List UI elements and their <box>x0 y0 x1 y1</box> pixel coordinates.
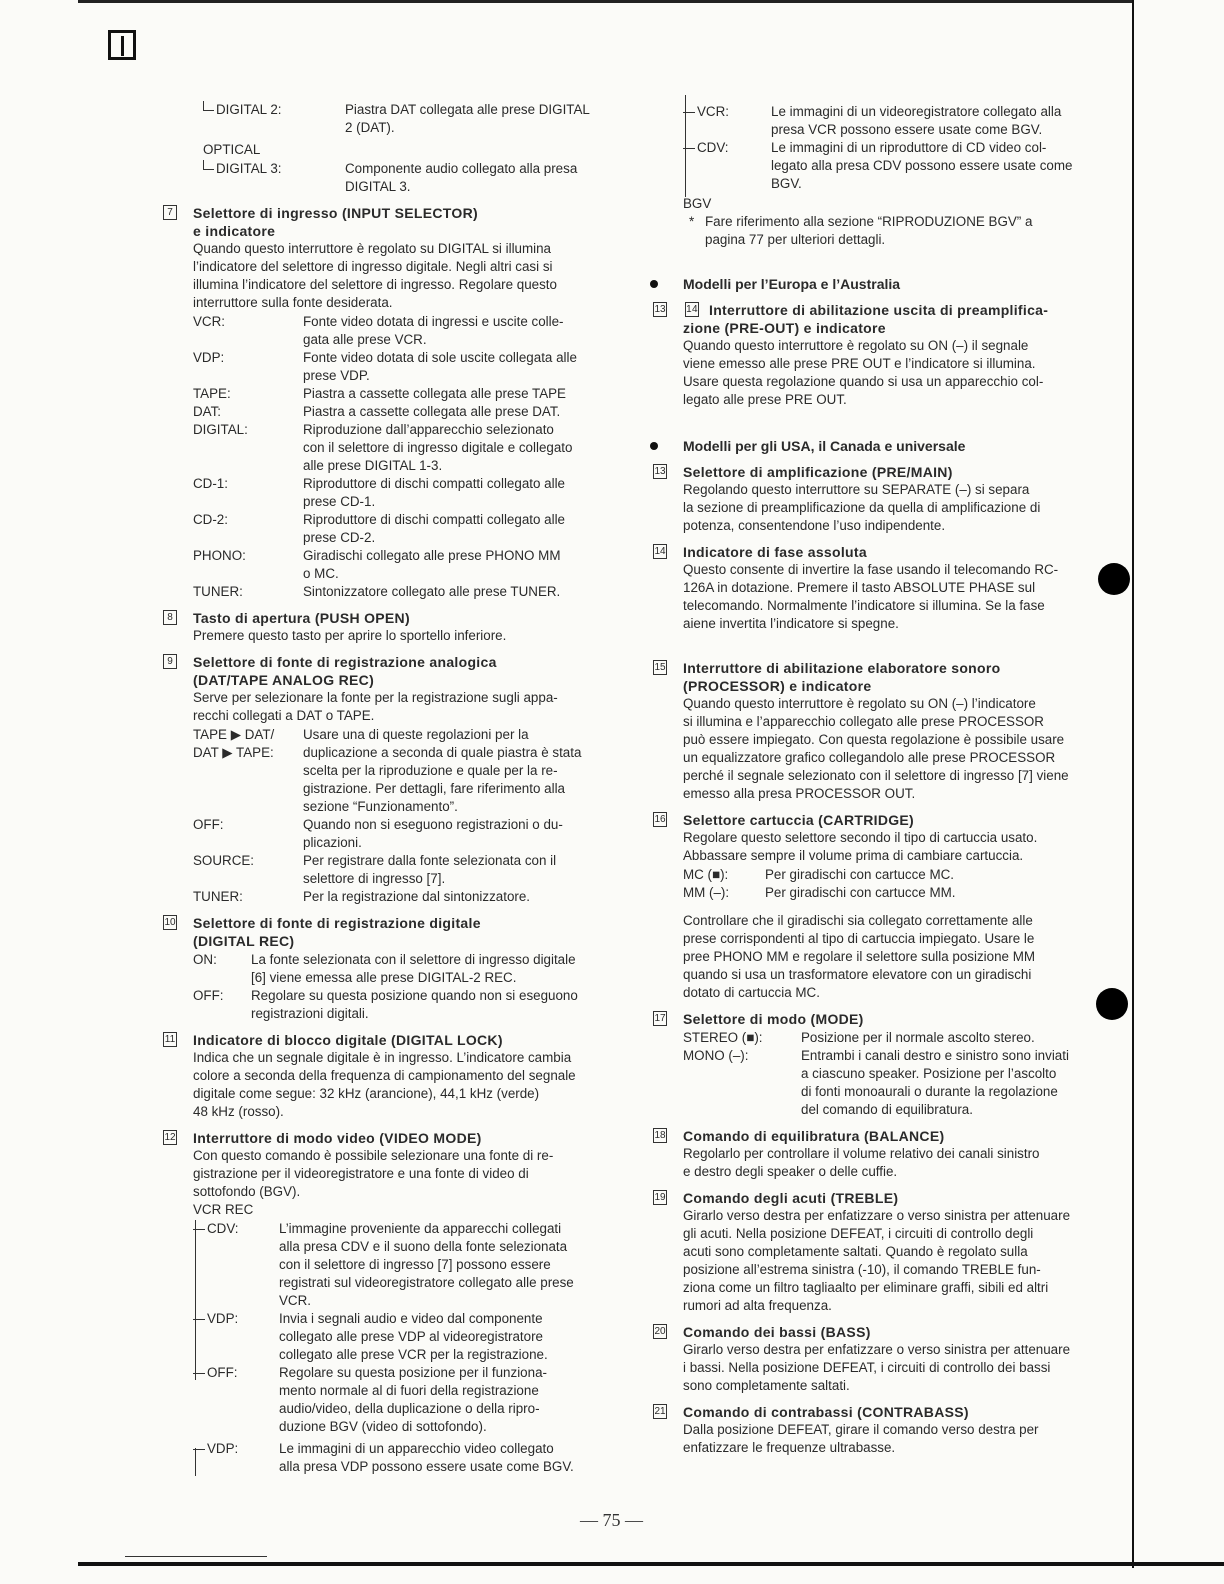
section-7-heading: 7 Selettore di ingresso (INPUT SELECTOR) e indicatore <box>193 204 623 240</box>
tree-line <box>195 1220 196 1380</box>
section-11-body: Indica che un segnale digitale è in ingresso. L’indicatore cambia colore a seconda della frequenza di campionamento del segnale digitale come segue: 32 kHz (arancione), 44,1 kHz (verde) 48 kHz (rosso). <box>193 1050 576 1119</box>
page-bottom-edge <box>78 1562 1224 1566</box>
page-right-edge <box>1132 0 1134 1568</box>
section-8-heading: 8 Tasto di apertura (PUSH OPEN) <box>193 609 623 627</box>
section-20-heading: 20 Comando dei bassi (BASS) <box>654 1324 871 1340</box>
vcr-rec-label: VCR REC <box>193 1202 254 1217</box>
section-8-body: Premere questo tasto per aprire lo sportello inferiore. <box>193 628 507 643</box>
section-16-heading: 16 Selettore cartuccia (CARTRIDGE) <box>654 812 915 828</box>
group-label: OPTICAL <box>203 142 261 157</box>
section-14-heading: 14 Indicatore di fase assoluta <box>654 544 867 560</box>
mode-list: STEREO (■): Posizione per il normale ascolto stereo. MONO (‒): Entrambi i canali destro e sinistro sono inviati a ciascuno speaker. Posizione per l’ascolto di fonti monoaurali o durante la regolazione del comando di equilibratura. <box>683 1030 1069 1117</box>
vcr-rec-tree: CDV: L’immagine proveniente da apparecchi collegati alla presa CDV e il suono della fonte selezionata con il selettore di ingresso [7] possono essere registrati sul videoregistratore collegato alle prese VCR. VDP: Invia i segnali audio e video dal componente collegato alle prese VDP al videoregistratore collegato alle prese VCR per la registrazione. OFF: Regolare su questa posizione per il funziona- mento normale al di fuori della registrazione audio/video, della duplicazione o della ripro- duzione BGV (video di sottofondo). <box>193 1220 623 1436</box>
page-number: — 75 — <box>580 1510 643 1530</box>
section-9-heading: 9 Selettore di fonte di registrazione analogica (DAT/TAPE ANALOG REC) <box>193 653 623 689</box>
section-16-body: Regolare questo selettore secondo il tipo di cartuccia usato. Abbassare sempre il volume prima di cambiare cartuccia. <box>683 830 1038 863</box>
section-21-heading: 21 Comando di contrabassi (CONTRABASS) <box>654 1404 969 1420</box>
bgv-note: * Fare riferimento alla sezione “RIPRODUZIONE BGV” a pagina 77 per ulteriori dettagli. <box>683 213 1103 249</box>
section-17-heading: 17 Selettore di modo (MODE) <box>654 1011 864 1027</box>
section-14-body: Questo consente di invertire la fase usando il telecomando RC- 126A in dotazione. Premere il tasto ABSOLUTE PHASE sul telecomando. Normalmente l’indicatore si illumina. Se la fase aiene invertita l’indicatore si spegne. <box>683 562 1059 631</box>
analog-rec-list: TAPE ▶ DAT/ Usare una di queste regolazioni per la DAT ▶ TAPE: duplicazione a seconda di quale piastra è stata scelta per la riproduzione e quale per la re- gistrazione. Per dettagli, fare riferimento alla sezione “Funzionamento”. OFF: Quando non si eseguono registrazioni o du- plicazioni. SOURCE: Per registrare dalla fonte selezionata con il selettore di ingresso [7]. TUNER: Per la registrazione dal sintonizzatore. <box>193 727 582 904</box>
section-15-heading: 15 Interruttore di abilitazione elaboratore sonoro (PROCESSOR) e indicatore <box>654 660 1001 694</box>
section-21-body: Dalla posizione DEFEAT, girare il comando verso destra per enfatizzare le frequenze ultrabasse. <box>683 1422 1039 1455</box>
term: DIGITAL 2: <box>203 101 339 137</box>
tree-line <box>685 95 686 197</box>
usa-models-heading: Modelli per gli USA, il Canada e universale <box>683 437 1103 455</box>
tree-line <box>195 1448 196 1476</box>
europe-models-heading: Modelli per l’Europa e l’Australia <box>683 275 1103 293</box>
section-10-heading: 10 Selettore di fonte di registrazione digitale (DIGITAL REC) <box>164 915 481 949</box>
section-20-body: Girarlo verso destra per enfatizzare o verso sinistra per attenuare i bassi. Nella posizione DEFEAT, i circuiti di controllo dei bassi sono completamente saltati. <box>683 1342 1071 1393</box>
tree-hook-icon <box>203 160 214 170</box>
section-18-body: Regolarlo per controllare il volume relativo dei canali sinistro e destro degli speaker o delle cuffie. <box>683 1146 1040 1179</box>
section-9-body: Serve per selezionare la fonte per la registrazione sugli appa- recchi collegati a DAT o TAPE. <box>193 690 558 723</box>
section-18-heading: 18 Comando di equilibratura (BALANCE) <box>654 1128 945 1144</box>
page-top-edge <box>78 0 1134 3</box>
section-15-body: Quando questo interruttore è regolato su ON (‒) l’indicatore si illumina e l’apparecchio collegato alle prese PROCESSOR può essere impiegato. Con questa regolazione è possibile usare un equalizzatore grafico collegandolo alle prese PROCESSOR perché il segnale selezionato con il selettore di ingresso [7] viene emesso alla presa PROCESSOR OUT. <box>683 696 1069 801</box>
section-12-body: Con questo comando è possibile selezionare una fonte di re- gistrazione per il videoregistratore e una fonte di video di sottofondo (BGV). <box>193 1148 554 1199</box>
tree-hook-icon <box>203 101 214 111</box>
section-12-heading: 12 Interruttore di modo video (VIDEO MODE) <box>164 1130 482 1146</box>
section-13-14-heading: 13 14 Interruttore di abilitazione uscita di preamplifica- zione (PRE-OUT) e indicatore <box>654 302 1049 336</box>
right-column <box>654 102 1103 1457</box>
term: DIGITAL 3: <box>203 160 339 196</box>
bgv-tree-continued: VCR: Le immagini di un videoregistratore collegato alla presa VCR possono essere usate come BGV. CDV: Le immagini di un riproduttore di CD video col- legato alla presa CDV possono essere usate come BGV. <box>683 103 1103 193</box>
section-13-14-body: Quando questo interruttore è regolato su ON (‒) il segnale viene emesso alle prese PRE OUT e l’indicatore si illumina. Usare questa regolazione quando si usa un apparecchio col- legato alle prese PRE OUT. <box>683 338 1044 407</box>
section-11-heading: 11 Indicatore di blocco digitale (DIGITAL LOCK) <box>164 1032 503 1048</box>
section-7-body: Quando questo interruttore è regolato su DIGITAL si illumina l’indicatore del selettore di ingresso digitale. Negli altri casi si illumina l’indicatore del selettore di ingresso. Regolare questo interruttore sulla fonte desiderata. <box>193 241 557 310</box>
left-column <box>164 100 623 1477</box>
bgv-label: BGV <box>683 196 712 211</box>
section-19-heading: 19 Comando degli acuti (TREBLE) <box>654 1190 899 1206</box>
section-19-body: Girarlo verso destra per enfatizzare o verso sinistra per attenuare gli acuti. Nella posizione DEFEAT, i circuiti di controllo degli acuti sono completamente saltati. Quando è regolato sulla posizione all’estrema sinistra (-10), il comando TREBLE fun- ziona come un filtro tagliaalto per eliminare graffi, sibili ed altri rumori ad alta frequenza. <box>683 1208 1071 1313</box>
digital-rec-list: ON: La fonte selezionata con il selettore di ingresso digitale [6] viene emessa alle prese DIGITAL-2 REC. OFF: Regolare su questa posizione quando non si eseguono registrazioni digitali. <box>193 952 578 1021</box>
section-tab-icon <box>108 30 136 60</box>
input-selector-list: VCR: Fonte video dotata di ingressi e uscite colle- gata alle prese VCR. VDP: Fonte video dotata di sole uscite collegata alle prese VDP. TAPE: Piastra a cassette collegata alle prese TAPE DAT: Piastra a cassette collegata alle prese DAT. DIGITAL: Riproduzione dall’apparecchio selezionato con il selettore di ingresso digitale e collegato alle prese DIGITAL 1-3. CD-1: Riproduttore di dischi compatti collegato alle prese CD-1. CD-2: Riproduttore di dischi compatti collegato alle prese CD-2. PHONO: Giradischi collegato alle prese PHONO MM o MC. TUNER: Sintonizzatore collegato alle prese TUNER. <box>193 314 577 599</box>
digital-sublist: DIGITAL 2: Piastra DAT collegata alle prese DIGITAL 2 (DAT). OPTICAL DIGITAL 3: Componente audio collegato alla presa DIGITAL 3. <box>193 101 623 196</box>
section-13-body: Regolando questo interruttore su SEPARATE (‒) si separa la sezione di preamplificazione da quella di amplificazione di potenza, consentendone l’uso indipendente. <box>683 482 1041 533</box>
section-13-heading: 13 Selettore di amplificazione (PRE/MAIN) <box>654 464 953 480</box>
section-16-note: Controllare che il giradischi sia collegato correttamente alle prese corrispondenti al tipo di cartuccia impiegato. Usare le pree PHONO MM e regolare il selettore sulla posizione MM quando si usa un trasformatore elevatore con un giradischi dotato di cartuccia MC. <box>683 913 1036 1000</box>
bgv-tree: VDP: Le immagini di un apparecchio video collegato alla presa VDP possono essere usate come BGV. <box>193 1440 623 1476</box>
footer-rule <box>125 1556 267 1557</box>
cartridge-list: MC (■): Per giradischi con cartucce MC. MM (‒): Per giradischi con cartucce MM. <box>683 867 956 900</box>
